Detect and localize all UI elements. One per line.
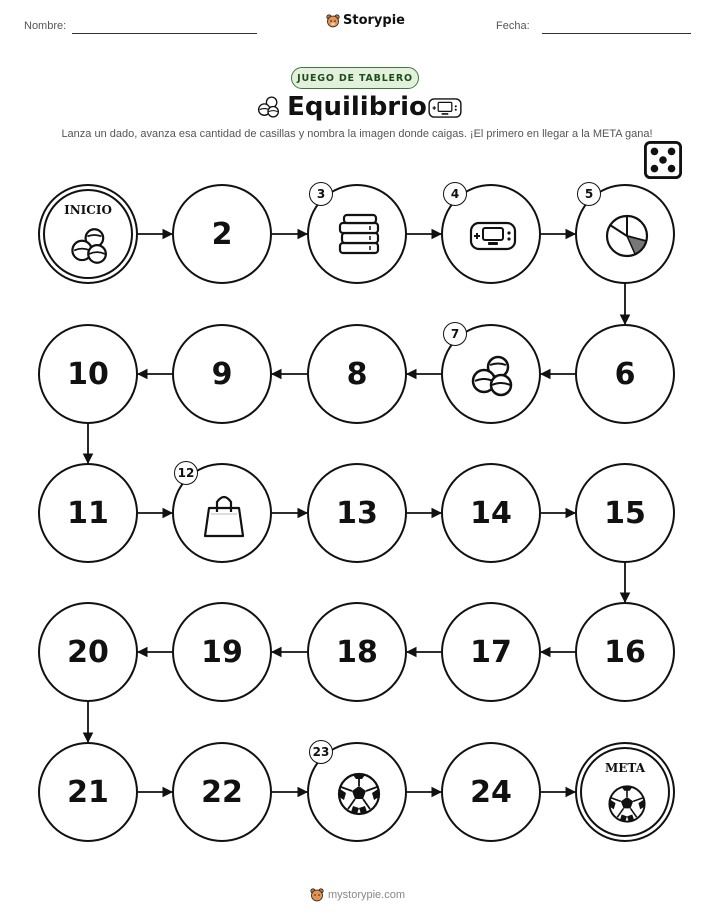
space-number: 6	[614, 356, 636, 392]
footer	[310, 888, 405, 902]
soccer-ball-icon	[334, 769, 384, 819]
space-number: 10	[67, 356, 109, 392]
board-space	[441, 742, 541, 842]
space-number: 21	[67, 774, 109, 810]
shopping-bag-icon	[199, 490, 249, 540]
game-console-icon	[468, 211, 518, 261]
balls-icon	[68, 224, 112, 268]
soccer-ball-icon	[605, 782, 649, 826]
board-space	[38, 742, 138, 842]
board-space	[575, 324, 675, 424]
space-number-badge: 7	[443, 322, 467, 346]
board-space	[172, 742, 272, 842]
board-space	[441, 602, 541, 702]
space-number: 18	[336, 634, 378, 670]
space-number: 16	[604, 634, 646, 670]
date-label: Fecha:	[496, 20, 530, 32]
space-number: 9	[211, 356, 233, 392]
board-space	[575, 602, 675, 702]
space-number: 2	[211, 216, 233, 252]
space-number: 8	[346, 356, 368, 392]
footer-url: mystorypie.com	[328, 889, 406, 901]
board-space	[441, 463, 541, 563]
brand-name: Storypie	[343, 13, 405, 28]
board-space	[172, 602, 272, 702]
storypie-bear-logo-icon	[310, 888, 324, 902]
board-space	[38, 463, 138, 563]
board-space	[172, 184, 272, 284]
space-number: 22	[201, 774, 243, 810]
space-number: 13	[336, 495, 378, 531]
books-icon	[334, 211, 384, 261]
space-number: 19	[201, 634, 243, 670]
space-number: 11	[67, 495, 109, 531]
balls-icon	[468, 351, 518, 401]
space-number-badge: 23	[309, 740, 333, 764]
space-number-badge: 4	[443, 182, 467, 206]
space-label: INICIO	[64, 203, 112, 217]
finish-space	[575, 742, 675, 842]
board-space	[307, 602, 407, 702]
board-space	[307, 463, 407, 563]
space-number: 24	[470, 774, 512, 810]
board-space	[38, 324, 138, 424]
space-number-badge: 3	[309, 182, 333, 206]
space-number: 17	[470, 634, 512, 670]
space-number: 14	[470, 495, 512, 531]
start-space	[38, 184, 138, 284]
space-number: 20	[67, 634, 109, 670]
space-label: META	[604, 761, 645, 775]
board-space	[172, 324, 272, 424]
instructions: Lanza un dado, avanza esa cantidad de casillas y nombra la imagen donde caigas. ¡El primero en llegar a la META gana!	[61, 128, 653, 140]
pie-chart-icon	[602, 211, 652, 261]
page-title: Equilibrio	[287, 92, 427, 122]
space-number-badge: 5	[577, 182, 601, 206]
space-number: 15	[604, 495, 646, 531]
board-space	[307, 324, 407, 424]
name-label: Nombre:	[24, 20, 67, 32]
space-number-badge: 12	[174, 461, 198, 485]
board-space	[575, 463, 675, 563]
board-space	[38, 602, 138, 702]
game-type-badge: JUEGO DE TABLERO	[291, 67, 419, 89]
